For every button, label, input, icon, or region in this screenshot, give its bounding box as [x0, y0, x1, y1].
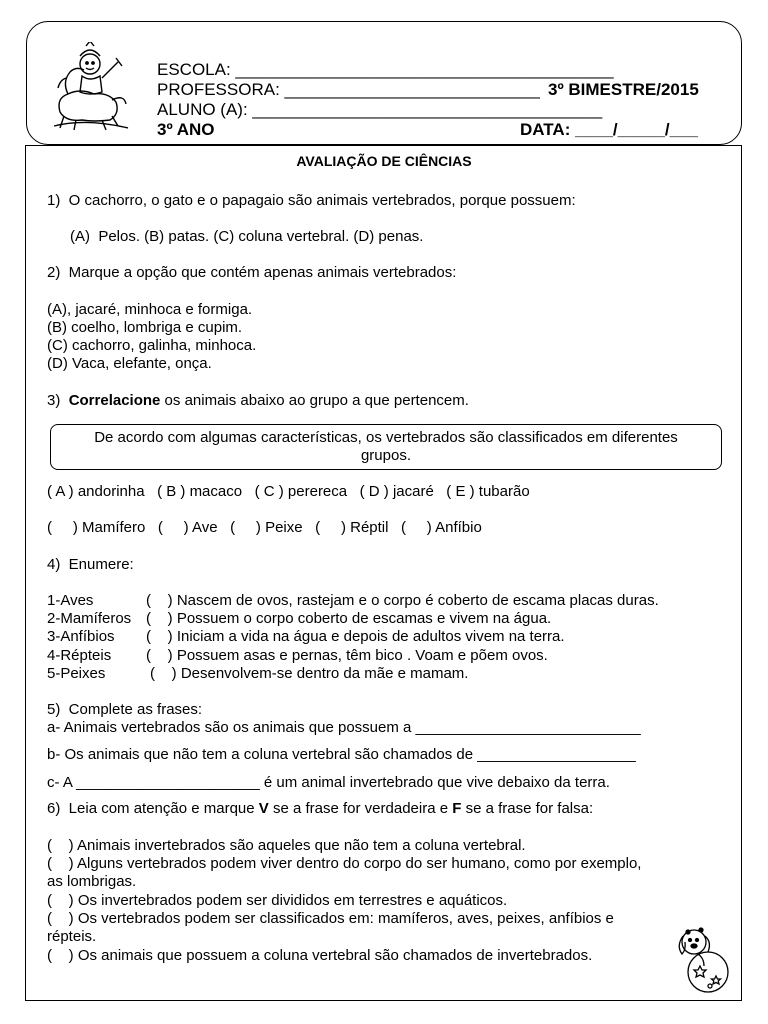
q5-question: 5) Complete as frases: — [47, 701, 203, 718]
q4-question: 4) Enumere: — [47, 556, 134, 573]
q4-row-label: 2-Mamíferos — [47, 610, 132, 627]
q3-question: 3) Correlacione os animais abaixo ao grupo a que pertencem. — [47, 392, 469, 409]
q4-row-label: 4-Répteis — [47, 647, 112, 664]
q6-item: ( ) Animais invertebrados são aqueles que não tem a coluna vertebral. — [47, 837, 526, 854]
q2-option: (D) Vaca, elefante, onça. — [47, 355, 212, 372]
info-box-line: De acordo com algumas características, os vertebrados são classificados em diferentes — [94, 429, 678, 446]
dog-on-ball-illustration — [674, 920, 738, 996]
q6-item: répteis. — [47, 928, 97, 945]
q5-item-b: b- Os animais que não tem a coluna vertebral são chamados de ___________________ — [47, 746, 636, 763]
q6-question: 6) Leia com atenção e marque V se a frase for verdadeira e F se a frase for falsa: — [47, 800, 594, 817]
q6-item: ( ) Os vertebrados podem ser classificados em: mamíferos, aves, peixes, anfíbios e — [47, 910, 614, 927]
info-box-line: grupos. — [360, 447, 412, 464]
aluno-line: ALUNO (A): _____________________________________ — [157, 100, 603, 119]
q2-option: (C) cachorro, galinha, minhoca. — [47, 337, 257, 354]
q6-item: as lombrigas. — [47, 873, 137, 890]
q2-option: (B) coelho, lombriga e cupim. — [47, 319, 243, 336]
q6-item: ( ) Alguns vertebrados podem viver dentro do corpo do ser humano, como por exemplo, — [47, 855, 642, 872]
q2-question: 2) Marque a opção que contém apenas animais vertebrados: — [47, 264, 457, 281]
q3-animals: ( A ) andorinha ( B ) macaco ( C ) perereca ( D ) jacaré ( E ) tubarão — [47, 483, 530, 500]
escola-line: ESCOLA: ________________________________________ — [157, 60, 614, 79]
q3-groups: ( ) Mamífero ( ) Ave ( ) Peixe ( ) Réptil ( ) Anfíbio — [47, 519, 482, 536]
q4-row-label: 3-Anfíbios — [47, 628, 115, 645]
q5-item-a: a- Animais vertebrados são os animais que possuem a ___________________________ — [47, 719, 641, 736]
clown-rider-illustration — [46, 42, 134, 132]
q4-row-text: ( ) Nascem de ovos, rastejam e o corpo é coberto de escama placas duras. — [146, 592, 659, 609]
q6-item: ( ) Os animais que possuem a coluna vertebral são chamados de invertebrados. — [47, 947, 593, 964]
q4-row-text: ( ) Possuem o corpo coberto de escamas e vivem na água. — [146, 610, 552, 627]
info-box — [50, 424, 722, 470]
page-title: AVALIAÇÃO DE CIÊNCIAS — [296, 153, 472, 169]
q1-options: (A) Pelos. (B) patas. (C) coluna vertebral. (D) penas. — [70, 228, 424, 245]
q2-option: (A), jacaré, minhoca e formiga. — [47, 301, 253, 318]
q4-row-text: ( ) Desenvolvem-se dentro da mãe e mamam. — [150, 665, 469, 682]
q4-row-label: 1-Aves — [47, 592, 94, 609]
ano-label: 3º ANO — [157, 120, 215, 139]
q6-item: ( ) Os invertebrados podem ser divididos em terrestres e aquáticos. — [47, 892, 508, 909]
q1-question: 1) O cachorro, o gato e o papagaio são animais vertebrados, porque possuem: — [47, 192, 576, 209]
q4-row-label: 5-Peixes — [47, 665, 106, 682]
bimestre-label: 3º BIMESTRE/2015 — [548, 80, 699, 99]
q4-row-text: ( ) Iniciam a vida na água e depois de adultos vivem na terra. — [146, 628, 565, 645]
q5-item-c: c- A ______________________ é um animal invertebrado que vive debaixo da terra. — [47, 774, 610, 791]
professora-line: PROFESSORA: ___________________________ — [157, 80, 540, 99]
data-line: DATA: ____/_____/___ — [520, 120, 698, 139]
q4-row-text: ( ) Possuem asas e pernas, têm bico . Voam e põem ovos. — [146, 647, 548, 664]
